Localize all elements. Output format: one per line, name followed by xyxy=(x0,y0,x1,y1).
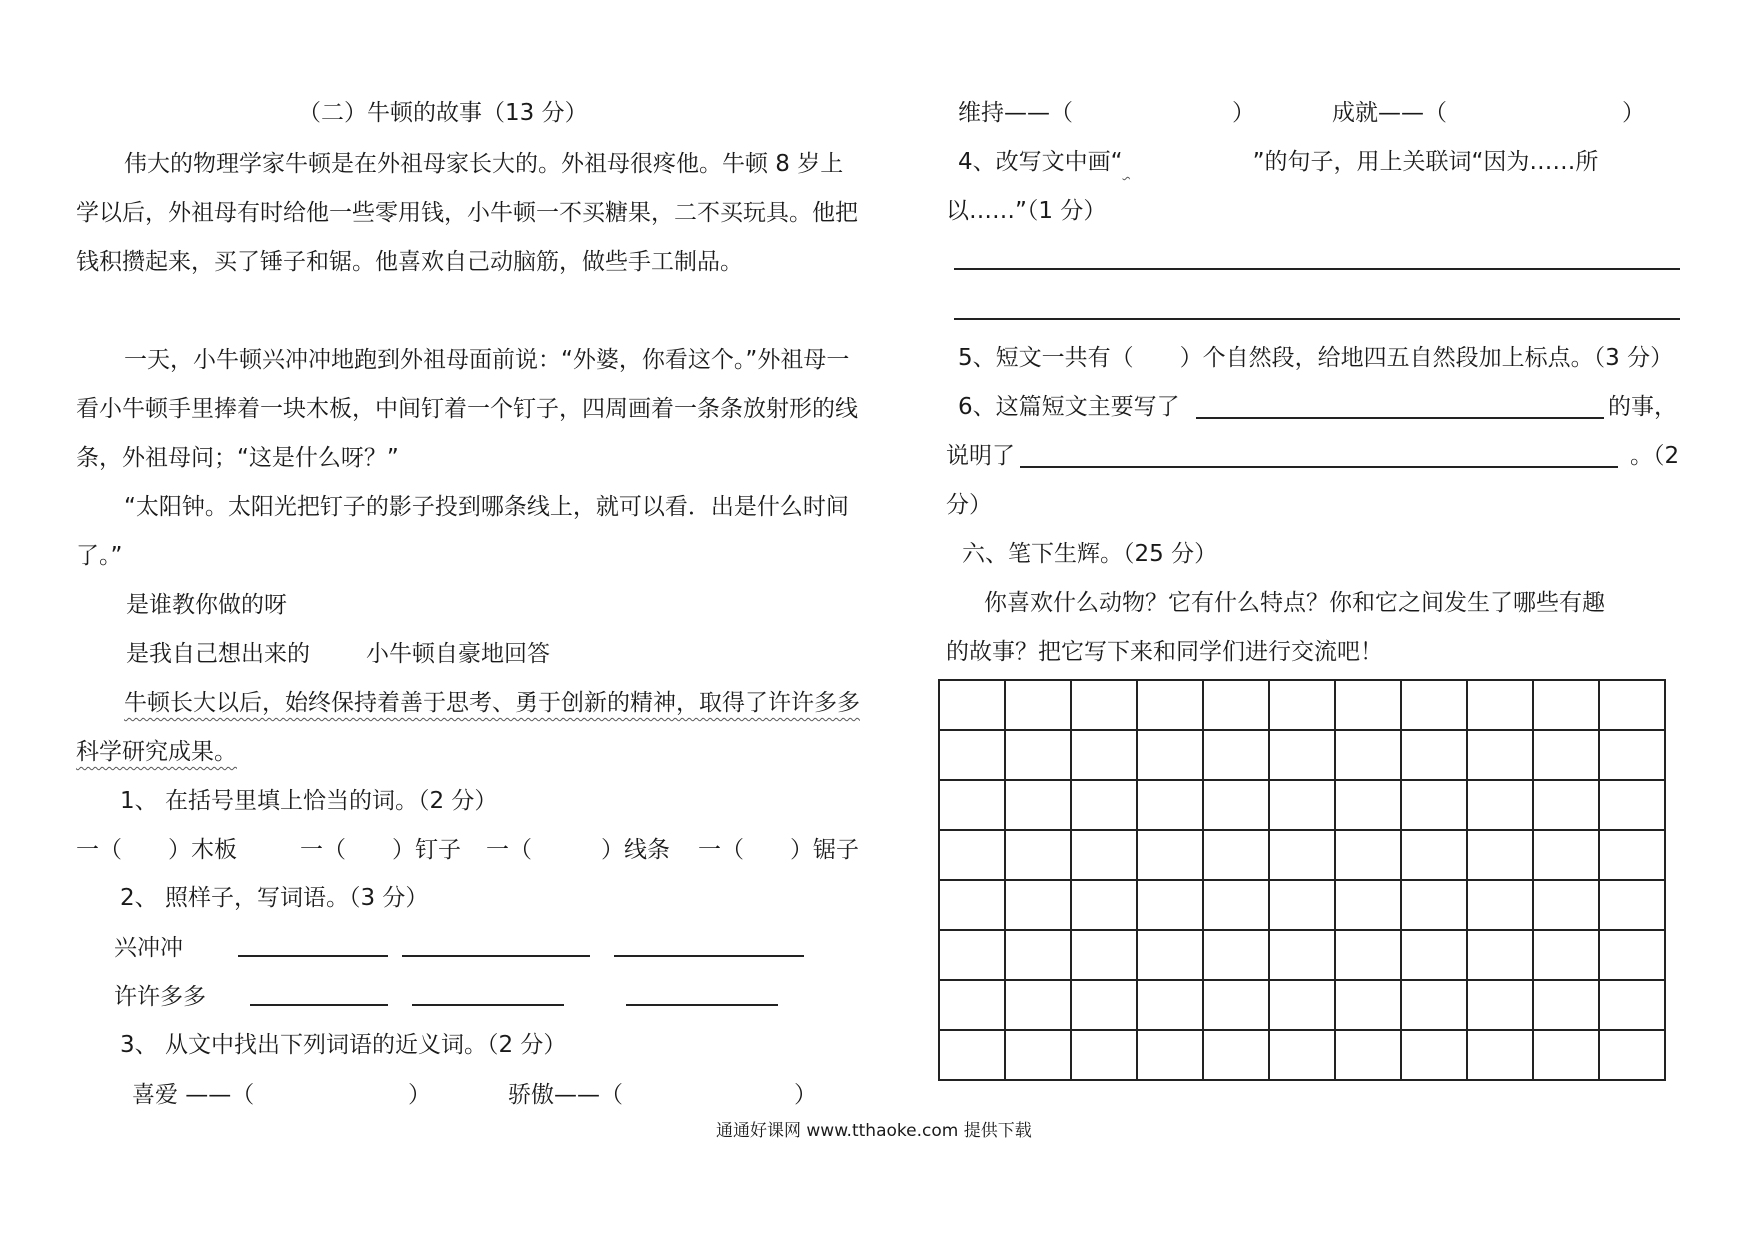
grid-cell[interactable] xyxy=(1335,1030,1401,1080)
grid-cell[interactable] xyxy=(939,980,1005,1030)
question-5: 5、短文一共有（ ）个自然段，给地四五自然段加上标点。（3 分） xyxy=(958,345,1674,371)
q6-answer-line[interactable] xyxy=(1020,466,1618,468)
grid-cell[interactable] xyxy=(1599,680,1665,730)
section-6-prompt: 你喜欢什么动物？它有什么特点？你和它之间发生了哪些有趣 xyxy=(984,590,1605,616)
question-6: 6、这篇短文主要写了 xyxy=(958,394,1180,420)
story-dialogue-2: 是我自己想出来的 xyxy=(126,641,310,667)
grid-cell[interactable] xyxy=(1071,780,1137,830)
q2-answer-line[interactable] xyxy=(412,1004,564,1006)
story-paragraph-3 xyxy=(76,483,861,581)
grid-cell[interactable] xyxy=(1467,880,1533,930)
q3-word-1-close: ） xyxy=(408,1082,431,1108)
grid-cell[interactable] xyxy=(1599,880,1665,930)
grid-cell[interactable] xyxy=(1467,780,1533,830)
grid-cell[interactable] xyxy=(1335,830,1401,880)
grid-cell[interactable] xyxy=(1203,730,1269,780)
grid-cell[interactable] xyxy=(1071,1030,1137,1080)
story-paragraph-6 xyxy=(76,679,861,777)
grid-cell[interactable] xyxy=(1137,680,1203,730)
grid-cell[interactable] xyxy=(1269,880,1335,930)
q4-answer-line[interactable] xyxy=(954,318,1680,320)
q3-word-4: 成就——（ xyxy=(1332,100,1447,126)
grid-cell[interactable] xyxy=(1401,830,1467,880)
grid-cell[interactable] xyxy=(1467,730,1533,780)
story-text: 一天，小牛顿兴冲冲地跑到外祖母面前说：“外婆，你看这个。”外祖母一看小牛顿手里捧着一块木板，中间钉着一个钉子，四周画着一条条放射形的线条，外祖母问；“这是什么呀？” xyxy=(76,347,858,471)
section-6-title: 六、笔下生辉。（25 分） xyxy=(962,541,1218,567)
q2-example-2: 许许多多 xyxy=(114,984,206,1010)
grid-cell[interactable] xyxy=(1533,980,1599,1030)
story-dialogue-1: 是谁教你做的呀 xyxy=(126,592,287,618)
q3-word-3: 维持——（ xyxy=(958,100,1073,126)
grid-cell[interactable] xyxy=(1203,930,1269,980)
q2-example-1: 兴冲冲 xyxy=(114,935,183,961)
grid-cell[interactable] xyxy=(1005,1030,1071,1080)
q4-text: 4、改写文中画“ xyxy=(958,149,1123,175)
grid-row xyxy=(939,930,1665,980)
q6-text: 说明了 xyxy=(946,443,1015,469)
story-title: （二）牛顿的故事（13 分） xyxy=(298,100,588,126)
grid-row xyxy=(939,880,1665,930)
question-2: 2、 照样子，写词语。（3 分） xyxy=(120,885,429,911)
grid-cell[interactable] xyxy=(939,780,1005,830)
grid-cell[interactable] xyxy=(1005,880,1071,930)
q4-text: ”的句子，用上关联词“因为……所 xyxy=(1252,149,1599,175)
grid-cell[interactable] xyxy=(1137,980,1203,1030)
grid-cell[interactable] xyxy=(1269,830,1335,880)
grid-row xyxy=(939,1030,1665,1080)
grid-row xyxy=(939,830,1665,880)
grid-cell[interactable] xyxy=(1005,830,1071,880)
q3-word-3-close: ） xyxy=(1232,100,1255,126)
grid-cell[interactable] xyxy=(1203,830,1269,880)
grid-cell[interactable] xyxy=(1335,980,1401,1030)
grid-cell[interactable] xyxy=(1203,780,1269,830)
q1-blank-1: 一（ ）木板 xyxy=(76,837,237,863)
grid-cell[interactable] xyxy=(1401,730,1467,780)
question-1: 1、 在括号里填上恰当的词。（2 分） xyxy=(120,788,498,814)
grid-cell[interactable] xyxy=(1203,880,1269,930)
grid-cell[interactable] xyxy=(1533,780,1599,830)
question-4-line-2: 以……”（1 分） xyxy=(946,198,1107,224)
grid-cell[interactable] xyxy=(1071,980,1137,1030)
q2-answer-line[interactable] xyxy=(614,955,804,957)
story-paragraph-2 xyxy=(76,336,861,483)
q1-blank-4: 一（ ）锯子 xyxy=(698,837,859,863)
grid-cell[interactable] xyxy=(1401,780,1467,830)
grid-cell[interactable] xyxy=(1599,1030,1665,1080)
q2-answer-line[interactable] xyxy=(402,955,590,957)
section-6-prompt: 的故事？把它写下来和同学们进行交流吧！ xyxy=(946,639,1383,665)
grid-cell[interactable] xyxy=(1335,680,1401,730)
grid-cell[interactable] xyxy=(1599,730,1665,780)
q2-answer-line[interactable] xyxy=(238,955,388,957)
grid-cell[interactable] xyxy=(1071,880,1137,930)
grid-cell[interactable] xyxy=(1335,780,1401,830)
grid-cell[interactable] xyxy=(1005,730,1071,780)
grid-cell[interactable] xyxy=(1401,930,1467,980)
grid-cell[interactable] xyxy=(1533,1030,1599,1080)
grid-cell[interactable] xyxy=(1137,880,1203,930)
grid-cell[interactable] xyxy=(1599,980,1665,1030)
grid-cell[interactable] xyxy=(1335,730,1401,780)
grid-cell[interactable] xyxy=(1005,780,1071,830)
grid-cell[interactable] xyxy=(1533,930,1599,980)
grid-cell[interactable] xyxy=(1005,980,1071,1030)
q2-answer-line[interactable] xyxy=(250,1004,388,1006)
story-paragraph-1 xyxy=(76,140,861,287)
grid-cell[interactable] xyxy=(1203,1030,1269,1080)
grid-cell[interactable] xyxy=(1203,980,1269,1030)
grid-cell[interactable] xyxy=(1401,980,1467,1030)
grid-cell[interactable] xyxy=(939,680,1005,730)
q2-answer-line[interactable] xyxy=(626,1004,778,1006)
grid-cell[interactable] xyxy=(1137,930,1203,980)
question-3: 3、 从文中找出下列词语的近义词。（2 分） xyxy=(120,1032,567,1058)
question-4-line-1 xyxy=(958,147,1598,177)
grid-cell[interactable] xyxy=(1071,730,1137,780)
story-dialogue-3: 小牛顿自豪地回答 xyxy=(366,641,550,667)
grid-cell[interactable] xyxy=(1599,830,1665,880)
grid-cell[interactable] xyxy=(1599,780,1665,830)
q3-word-4-close: ） xyxy=(1622,100,1645,126)
grid-row xyxy=(939,980,1665,1030)
grid-cell[interactable] xyxy=(1467,930,1533,980)
grid-cell[interactable] xyxy=(1137,830,1203,880)
grid-row xyxy=(939,680,1665,730)
grid-cell[interactable] xyxy=(1335,880,1401,930)
grid-cell[interactable] xyxy=(1269,980,1335,1030)
grid-row xyxy=(939,730,1665,780)
grid-cell[interactable] xyxy=(1401,1030,1467,1080)
grid-cell[interactable] xyxy=(939,930,1005,980)
grid-cell[interactable] xyxy=(1401,680,1467,730)
q3-word-2: 骄傲——（ xyxy=(508,1082,623,1108)
grid-cell[interactable] xyxy=(1137,780,1203,830)
q6-text: 。（2 xyxy=(1630,443,1680,469)
grid-cell[interactable] xyxy=(1533,680,1599,730)
grid-cell[interactable] xyxy=(939,880,1005,930)
grid-cell[interactable] xyxy=(1467,980,1533,1030)
grid-cell[interactable] xyxy=(1071,830,1137,880)
grid-cell[interactable] xyxy=(1533,830,1599,880)
q1-blank-3: 一（ ）线条 xyxy=(486,837,670,863)
grid-cell[interactable] xyxy=(1269,730,1335,780)
underlined-sentence: 牛顿长大以后，始终保持着善于思考、勇于创新的精神，取得了许许多多科学研究成果。 xyxy=(76,690,860,765)
grid-cell[interactable] xyxy=(939,730,1005,780)
q3-word-1: 喜爱 ——（ xyxy=(132,1082,255,1108)
q6-text: 分） xyxy=(946,492,992,518)
grid-cell[interactable] xyxy=(1467,680,1533,730)
q6-text: 的事， xyxy=(1608,394,1677,420)
grid-cell[interactable] xyxy=(1269,680,1335,730)
q1-blank-2: 一（ ）钉子 xyxy=(300,837,461,863)
q4-answer-line[interactable] xyxy=(954,268,1680,270)
story-text: 伟大的物理学家牛顿是在外祖母家长大的。外祖母很疼他。牛顿 8 岁上学以后，外祖母有时给他一些零用钱，小牛顿一不买糖果，二不买玩具。他把钱积攒起来，买了锤子和锯。他喜欢自己动脑筋，做些手工制品。 xyxy=(76,151,858,275)
grid-cell[interactable] xyxy=(1137,1030,1203,1080)
grid-cell[interactable] xyxy=(1599,930,1665,980)
grid-cell[interactable] xyxy=(1203,680,1269,730)
grid-cell[interactable] xyxy=(1005,680,1071,730)
q6-answer-line[interactable] xyxy=(1196,417,1604,419)
grid-cell[interactable] xyxy=(1269,930,1335,980)
wavy-sample xyxy=(1123,147,1253,177)
grid-cell[interactable] xyxy=(1005,930,1071,980)
grid-cell[interactable] xyxy=(1269,1030,1335,1080)
writing-grid[interactable] xyxy=(938,679,1666,1081)
grid-cell[interactable] xyxy=(939,830,1005,880)
q3-word-2-close: ） xyxy=(794,1082,817,1108)
grid-cell[interactable] xyxy=(1335,930,1401,980)
grid-cell[interactable] xyxy=(1071,930,1137,980)
grid-cell[interactable] xyxy=(1137,730,1203,780)
grid-cell[interactable] xyxy=(1401,880,1467,930)
grid-cell[interactable] xyxy=(1269,780,1335,830)
story-text: “太阳钟。太阳光把钉子的影子投到哪条线上，就可以看．出是什么时间了。” xyxy=(76,494,849,569)
grid-cell[interactable] xyxy=(1467,1030,1533,1080)
footer-source: 通通好课网 www.tthaoke.com 提供下载 xyxy=(716,1121,1032,1141)
grid-cell[interactable] xyxy=(1071,680,1137,730)
grid-cell[interactable] xyxy=(939,1030,1005,1080)
grid-cell[interactable] xyxy=(1467,830,1533,880)
grid-cell[interactable] xyxy=(1533,730,1599,780)
grid-cell[interactable] xyxy=(1533,880,1599,930)
grid-row xyxy=(939,780,1665,830)
